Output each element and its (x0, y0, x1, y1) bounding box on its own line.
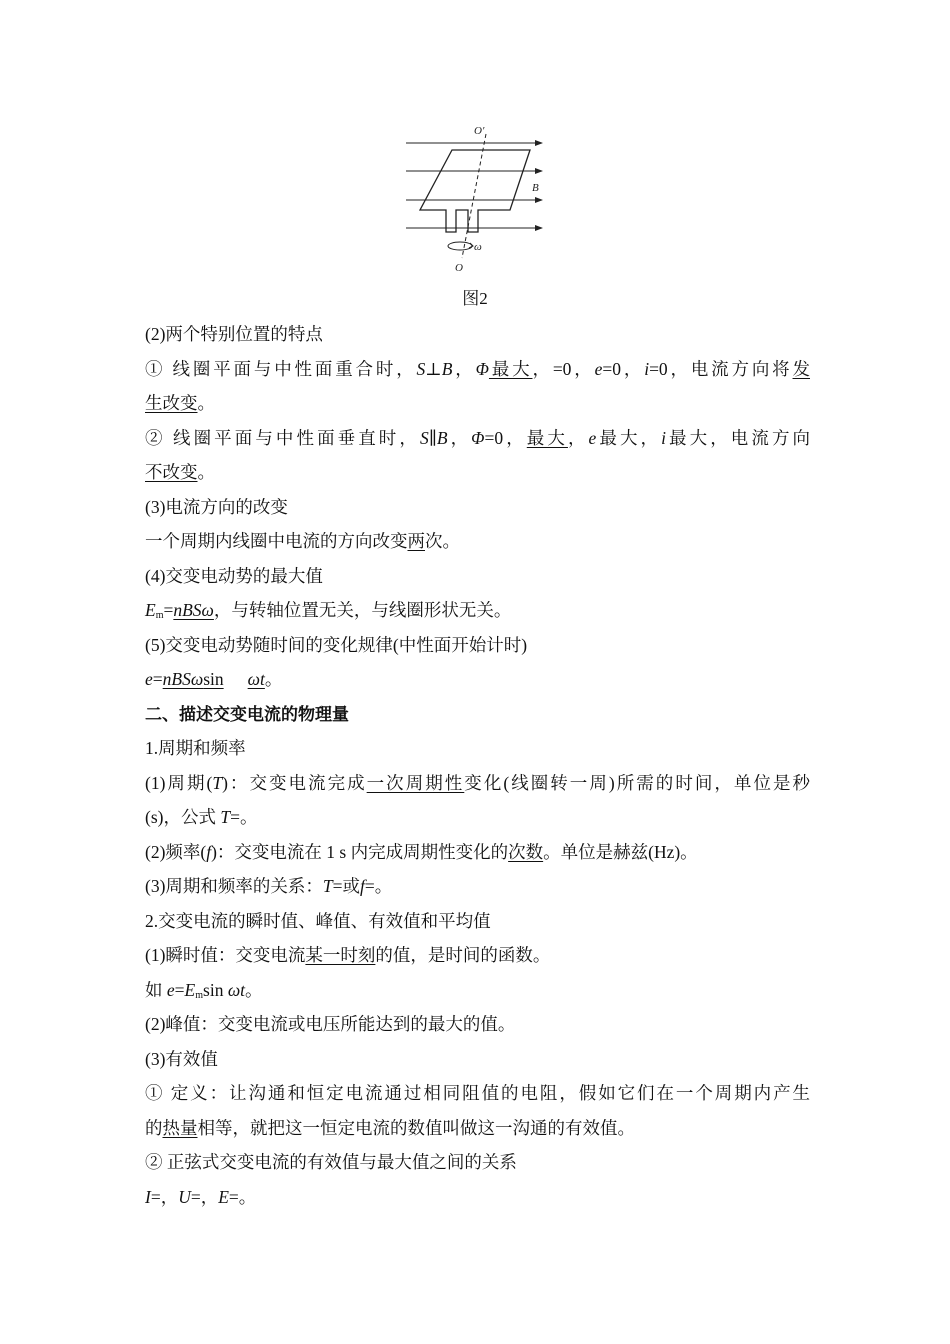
label-b: B (532, 182, 539, 194)
line-period-frequency: 1.周期和频率 (145, 738, 246, 758)
line-effective-heading: (3)有效值 (145, 1048, 218, 1069)
line-special-positions: (2)两个特别位置的特点 (145, 324, 323, 344)
label-omega: ω (474, 241, 482, 253)
figure-caption: 图2 (462, 289, 488, 308)
line-neutral-plane-perpendicular: ② 线圈平面与中性面垂直时，S∥B，Φ=0，最大，e最大，i最大，电流方向 (145, 427, 810, 448)
line-emf-law-heading: (5)交变电动势随时间的变化规律(中性面开始计时) (145, 634, 528, 655)
section-heading-2: 二、描述交变电流的物理量 (145, 704, 349, 725)
line-frequency-definition: (2)频率(f)：交变电流在 1 s 内完成周期性变化的次数。单位是赫兹(Hz)。 (145, 841, 698, 862)
line-max-emf-formula: $E_m=nBS\omega$，与转轴位置无关，与线圈形状无关。 (145, 600, 512, 621)
line-current-direction: 一个周期内线圈中电流的方向改变两次。 (145, 531, 460, 551)
line-instantaneous-example: 如 $e=E_m\sin$ ωt。 (145, 979, 263, 1001)
line-neutral-plane-coincide-cont: 生改变。 (145, 393, 215, 413)
text-body (145, 317, 810, 1214)
line-max-emf-heading: (4)交变电动势的最大值 (145, 565, 323, 586)
line-sine-relation: ② 正弦式交变电流的有效值与最大值之间的关系 (145, 1152, 517, 1172)
line-period-frequency-relation: (3)周期和频率的关系：T=或f=。 (145, 876, 393, 896)
line-instantaneous: (1)瞬时值：交变电流某一时刻的值，是时间的函数。 (145, 945, 551, 965)
line-emf-law-formula: e=nBSωsin ωt。 (145, 669, 283, 689)
line-effective-definition-cont: 的热量相等，就把这一恒定电流的数值叫做这一沟通的有效值。 (145, 1117, 635, 1138)
line-peak: (2)峰值：交变电流或电压所能达到的最大的值。 (145, 1014, 516, 1034)
line-neutral-plane-coincide: ① 线圈平面与中性面重合时，S⊥B，Φ最大，=0，e=0，i=0，电流方向将发 (145, 358, 810, 379)
label-o-prime: O′ (474, 125, 485, 137)
line-period-definition: (1)周期(T)：交变电流完成一次周期性变化(线圈转一周)所需的时间，单位是秒 (145, 772, 810, 793)
label-o: O (455, 262, 463, 274)
line-period-formula: (s)，公式 T=。 (145, 807, 258, 827)
line-effective-definition: ① 定义：让沟通和恒定电流通过相同阻值的电阻，假如它们在一个周期内产生 (145, 1083, 810, 1103)
line-values-heading: 2.交变电流的瞬时值、峰值、有效值和平均值 (145, 910, 491, 931)
line-current-direction-heading: (3)电流方向的改变 (145, 496, 288, 517)
rotating-coil-figure (400, 122, 550, 274)
rotation-arrow-icon (448, 242, 472, 250)
line-effective-formulas: I=，U=，E=。 (145, 1186, 257, 1207)
line-neutral-plane-perpendicular-cont: 不改变。 (145, 462, 215, 482)
rotation-axis (462, 134, 486, 258)
